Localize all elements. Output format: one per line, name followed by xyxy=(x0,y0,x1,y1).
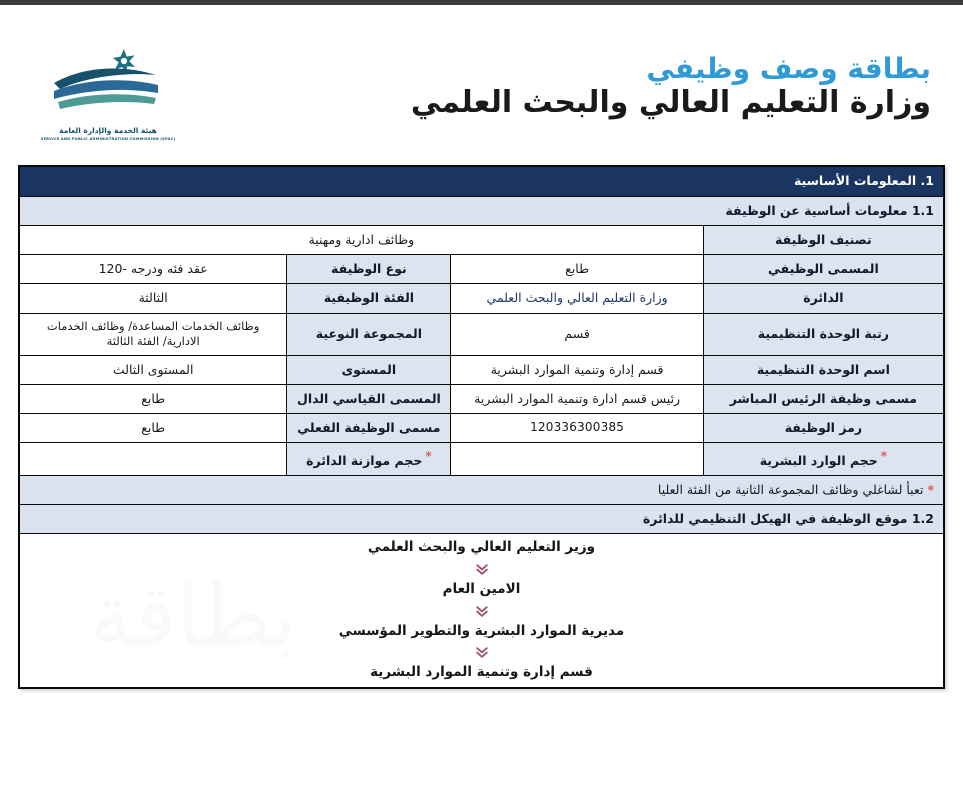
field-value-job-classification: وظائف ادارية ومهنية xyxy=(20,226,704,255)
table-row xyxy=(20,413,944,442)
org-node-secretary-general: الامين العام xyxy=(442,580,521,597)
ministry-name: وزارة التعليم العالي والبحث العلمي xyxy=(410,85,931,121)
field-value-department: وزارة التعليم العالي والبحث العلمي xyxy=(451,284,703,313)
section-1-heading-row xyxy=(20,167,944,197)
org-chart xyxy=(20,534,944,687)
field-label-hr-size xyxy=(703,442,943,475)
org-node-hr-directorate: مديرية الموارد البشرية والتطوير المؤسسي xyxy=(338,622,625,639)
required-fields-footnote xyxy=(20,476,944,505)
table-row xyxy=(20,384,944,413)
table-row xyxy=(20,355,944,384)
logo-mark-icon xyxy=(38,47,178,121)
field-value-job-category: الثالثة xyxy=(20,284,287,313)
document-title: بطاقة وصف وظيفي xyxy=(646,52,931,85)
field-label-budget-size-text: حجم موازنة الدائرة xyxy=(306,453,423,469)
field-label-standard-title: المسمى القياسي الدال xyxy=(287,384,451,413)
logo-name-english: SERVICE AND PUBLIC ADMINISTRATION COMMISSION (SPAC) xyxy=(40,136,176,141)
subsection-1-1-row xyxy=(20,197,944,226)
field-label-job-code: رمز الوظيفة xyxy=(703,413,943,442)
document-header xyxy=(0,5,963,150)
field-label-org-unit-rank: رتبة الوحدة التنظيمية xyxy=(703,313,943,355)
table-row xyxy=(20,284,944,313)
subsection-1-2-heading: 1.2 موقع الوظيفة في الهيكل التنظيمي للدائرة xyxy=(20,505,944,534)
title-block xyxy=(411,53,931,120)
footnote-asterisk-icon: * xyxy=(927,482,934,498)
field-value-qualitative-group: وظائف الخدمات المساعدة/ وظائف الخدمات الادارية/ الفئة الثالثة xyxy=(20,313,287,355)
field-value-standard-title: طابع xyxy=(20,384,287,413)
field-label-actual-job-title: مسمى الوظيفة الفعلي xyxy=(287,413,451,442)
required-asterisk-icon: * xyxy=(425,448,432,463)
field-value-org-unit-rank: قسم xyxy=(451,313,703,355)
section-1-heading: 1. المعلومات الأساسية xyxy=(20,167,944,197)
spac-logo xyxy=(38,47,178,147)
footnote-row xyxy=(20,476,944,505)
job-description-table xyxy=(18,165,945,689)
document-page xyxy=(0,5,963,794)
org-chart-row xyxy=(20,534,944,687)
field-label-budget-size xyxy=(287,442,451,475)
chevron-down-icon xyxy=(474,644,490,660)
field-value-job-type: عقد فئه ودرجه -120 xyxy=(20,255,287,284)
required-asterisk-icon: * xyxy=(880,448,888,463)
field-label-job-type: نوع الوظيفة xyxy=(287,255,451,284)
logo-name-arabic: هيئة الخدمة والإدارة العامة xyxy=(59,126,157,135)
table-row xyxy=(20,255,944,284)
chevron-down-icon xyxy=(474,603,490,619)
field-label-qualitative-group: المجموعة النوعية xyxy=(287,313,451,355)
field-value-hr-size xyxy=(451,442,703,475)
chevron-down-icon xyxy=(474,561,490,577)
field-value-actual-job-title: طابع xyxy=(20,413,287,442)
field-label-job-category: الفئة الوظيفية xyxy=(287,284,451,313)
field-value-direct-manager-title: رئيس قسم ادارة وتنمية الموارد البشرية xyxy=(451,384,703,413)
footnote-text: تعبأ لشاغلي وظائف المجموعة الثانية من الفئة العليا xyxy=(657,482,924,498)
field-label-org-unit-name: اسم الوحدة التنظيمية xyxy=(703,355,943,384)
subsection-1-1-heading: 1.1 معلومات أساسية عن الوظيفة xyxy=(20,197,944,226)
field-label-direct-manager-title: مسمى وظيفة الرئيس المباشر xyxy=(703,384,943,413)
org-node-hr-department: قسم إدارة وتنمية الموارد البشرية xyxy=(370,664,593,681)
table-row xyxy=(20,313,944,355)
field-value-level: المستوى الثالث xyxy=(20,355,287,384)
field-value-budget-size xyxy=(20,442,287,475)
field-value-org-unit-name: قسم إدارة وتنمية الموارد البشرية xyxy=(451,355,703,384)
field-label-level: المستوى xyxy=(287,355,451,384)
field-label-job-title: المسمى الوظيفي xyxy=(703,255,943,284)
table-row xyxy=(20,442,944,475)
field-value-job-title: طابع xyxy=(451,255,703,284)
org-node-minister: وزير التعليم العالي والبحث العلمي xyxy=(367,539,596,556)
field-label-department: الدائرة xyxy=(703,284,943,313)
subsection-1-2-row xyxy=(20,505,944,534)
table-row xyxy=(20,226,944,255)
field-value-job-code: 120336300385 xyxy=(451,413,703,442)
field-label-hr-size-text: حجم الوارد البشرية xyxy=(759,453,878,469)
field-label-job-classification: تصنيف الوظيفة xyxy=(703,226,943,255)
